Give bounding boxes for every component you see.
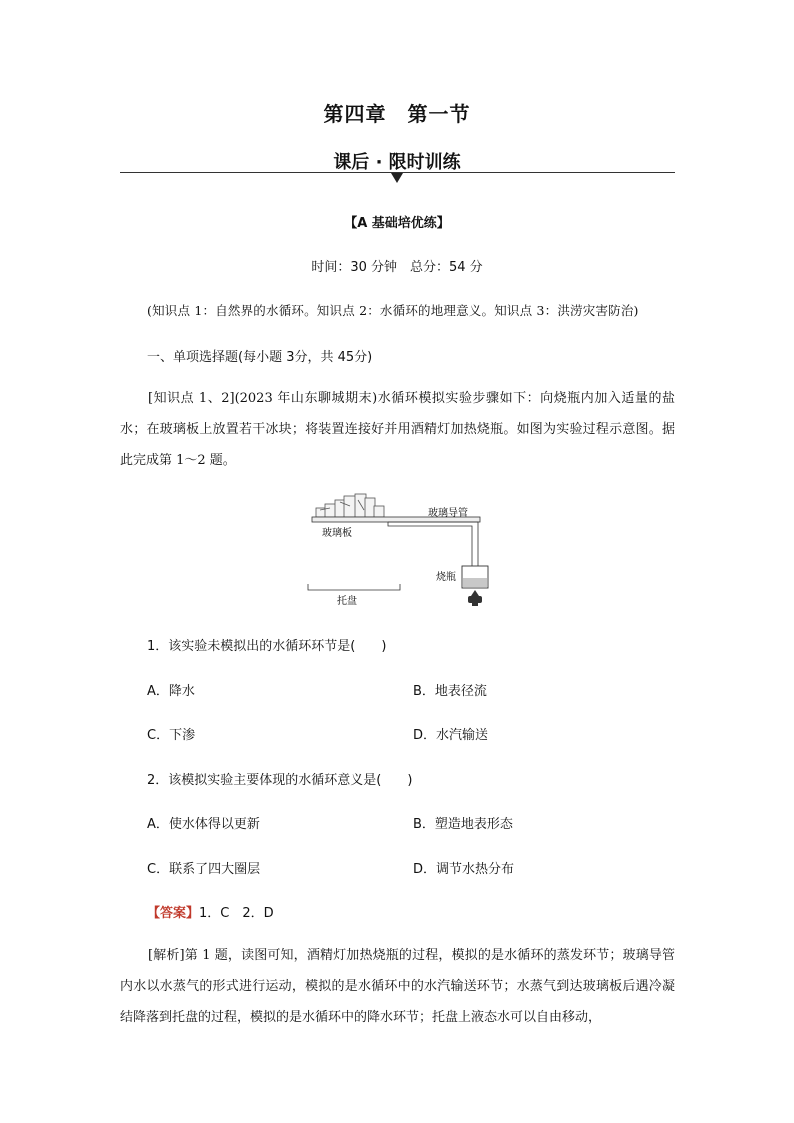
ice-cubes-icon [316, 494, 384, 517]
question-2-option-c: C．联系了四大圈层 [147, 862, 261, 877]
section-one-heading: 一、单项选择题(每小题 3分，共 45分) [147, 350, 373, 365]
question-2-option-d: D．调节水热分布 [413, 862, 515, 877]
question-1-option-b: B．地表径流 [413, 684, 487, 699]
label-glass-tube: 玻璃导管 [428, 508, 468, 519]
answer-line [147, 902, 274, 921]
triangle-marker-icon [391, 173, 403, 183]
question-1-option-c: C．下渗 [147, 728, 196, 743]
label-tray: 托盘 [337, 596, 357, 607]
experiment-figure [300, 488, 500, 610]
analysis-paragraph: [解析]第 1 题，读图可知，酒精灯加热烧瓶的过程，模拟的是水循环的蒸发环节；玻璃导管内水以水蒸气的形式进行运动，模拟的是水循环中的水汽输送环节；水蒸气到达玻璃板后遇冷凝结降落到托盘的过程，模拟的是水循环中的降水环节；托盘上液态水可以自由移动， [120, 948, 675, 1025]
glass-tube [388, 522, 472, 568]
intro-paragraph: [知识点 1、2](2023 年山东聊城期末)水循环模拟实验步骤如下：向烧瓶内加入适量的盐水；在玻璃板上放置若干冰块；将装置连接好并用酒精灯加热烧瓶。如图为实验过程示意图。据此完成第 1～2 题。 [120, 391, 675, 468]
answer-text: 1．C 2．D [199, 906, 274, 921]
section-title: 【A 基础培优练】 [344, 216, 450, 231]
knowledge-points: (知识点 1：自然界的水循环。知识点 2：水循环的地理意义。知识点 3：洪涝灾害防治) [147, 303, 639, 318]
answer-label: 【答案】 [147, 906, 200, 921]
time-info: 时间：30 分钟 总分：54 分 [311, 260, 483, 275]
chapter-title: 第四章 第一节 [323, 102, 471, 126]
tray [308, 584, 400, 590]
question-2-option-b: B．塑造地表形态 [413, 817, 513, 832]
question-1-option-a: A．降水 [147, 684, 195, 699]
question-1-option-d: D．水汽输送 [413, 728, 489, 743]
page-subtitle: 课后 · 限时训练 [333, 152, 461, 173]
label-flask: 烧瓶 [436, 572, 456, 583]
alcohol-lamp-icon [468, 590, 482, 606]
question-2-option-a: A．使水体得以更新 [147, 817, 260, 832]
question-1-stem: 1．该实验未模拟出的水循环环节是( ) [147, 639, 387, 654]
question-2-stem: 2．该模拟实验主要体现的水循环意义是( ) [147, 773, 413, 788]
label-glass-plate: 玻璃板 [322, 528, 352, 539]
